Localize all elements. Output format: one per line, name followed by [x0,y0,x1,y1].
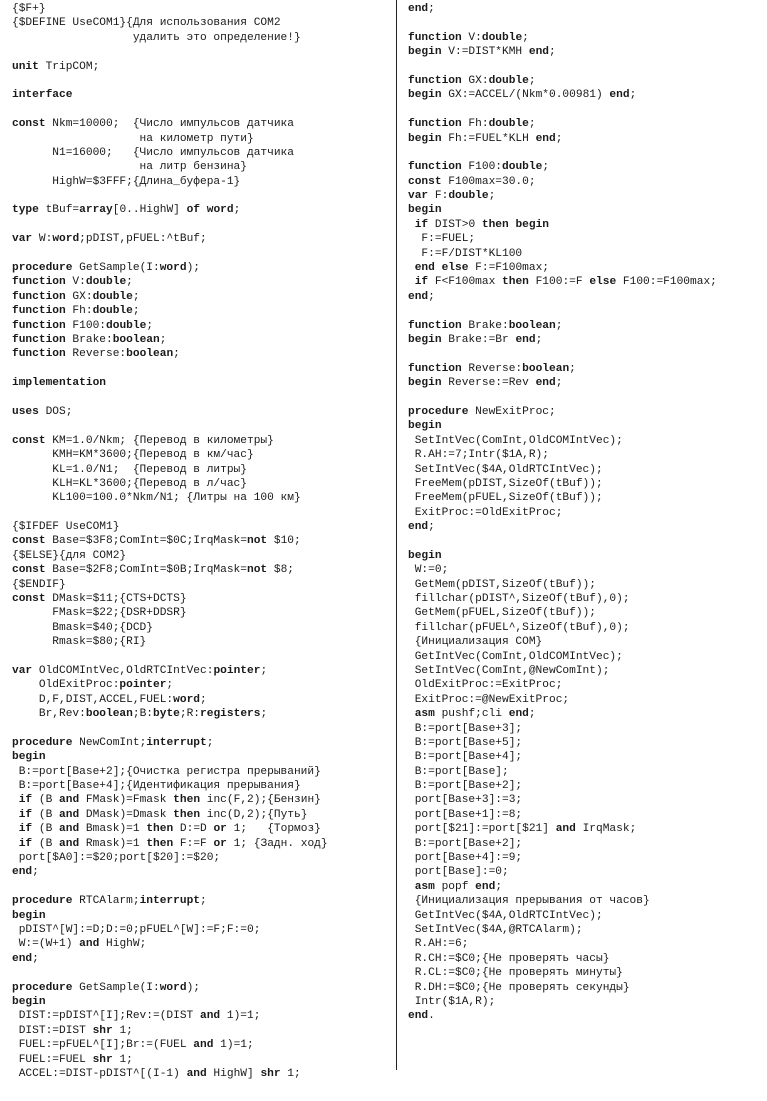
code-line: uses DOS; [12,405,73,418]
code-line: const Base=$3F8;ComInt=$0C;IrqMask=not $10; [12,535,301,548]
code-line: function V:double; [12,276,133,289]
code-line: W:=0; [408,564,449,577]
code-line: begin Brake:=Br end; [408,333,543,346]
code-line: W:=(W+1) and HighW; [12,938,147,951]
code-line: B:=port[Base+5]; [408,736,523,749]
code-line: HighW=$3FFF;{Длина_буфера-1} [12,175,241,188]
code-line: FMask=$22;{DSR+DDSR} [12,607,187,620]
code-line: на километр пути} [12,132,254,145]
code-line [12,722,390,736]
code-line: function Fh:double; [12,305,140,318]
code-line: port[Base+4]:=9; [408,852,523,865]
code-line: begin [408,549,442,562]
code-line: const DMask=$11;{CTS+DCTS} [12,593,187,606]
code-line: R.CH:=$C0;{Не проверять часы} [408,952,610,965]
code-line: fillchar(pDIST^,SizeOf(tBuf),0); [408,593,630,606]
code-line [408,60,763,74]
code-line: function F100:double; [408,161,550,174]
code-column-left [12,2,390,1081]
code-line: asm pushf;cli end; [414,708,536,721]
code-line: end; [12,866,39,879]
code-line [408,347,763,361]
code-line: GetMem(pFUEL,SizeOf(tBuf)); [408,607,596,620]
code-line [408,16,763,30]
code-line: function GX:double; [12,290,140,303]
code-line: KMH=KM*3600;{Перевод в км/час} [12,449,254,462]
code-line: if (B and FMask)=Fmask then inc(F,2);{Бензин} [18,794,321,807]
code-line: procedure NewComInt;interrupt; [12,736,214,749]
code-line: FUEL:=pFUEL^[I];Br:=(FUEL and 1)=1; [12,1039,254,1052]
code-line: if (B and Rmask)=1 then F:=F or 1; {Задн. ход} [18,837,328,850]
code-line [12,247,390,261]
code-line: end; [408,3,435,15]
code-line: B:=port[Base+4]; [408,751,523,764]
code-line: Bmask=$40;{DCD} [12,621,153,634]
code-line: F:=F/DIST*KL100 [408,247,523,260]
code-line: KLH=KL*3600;{Перевод в л/час} [12,477,247,490]
code-line: B:=port[Base+2]; [408,837,523,850]
code-line: OldExitProc:=ExitProc; [408,679,563,692]
code-line: GetIntVec($4A,OldRTCIntVec); [408,909,603,922]
code-line: begin [408,420,442,433]
code-line: const Base=$2F8;ComInt=$0B;IrqMask=not $8; [12,564,295,577]
code-line: N1=16000; {Число импульсов датчика [12,146,294,159]
code-line: SetIntVec($4A,@RTCAlarm); [408,924,583,936]
code-line: SetIntVec(ComInt,@NewComInt); [408,664,610,677]
code-line: B:=port[Base+2];{Очистка регистра прерываний} [12,765,321,778]
code-line: begin [12,995,46,1008]
code-line: SetIntVec(ComInt,OldCOMIntVec); [408,434,623,447]
code-line: GetIntVec(ComInt,OldCOMIntVec); [408,650,623,663]
code-line: Br,Rev:boolean;B:byte;R:registers; [12,708,268,721]
code-line: function Reverse:boolean; [12,348,180,361]
code-line [12,419,390,433]
code-line: asm popf end; [414,880,503,893]
code-line: type tBuf=array[0..HighW] of word; [12,204,241,217]
code-line: port[$A0]:=$20;port[$20]:=$20; [12,852,221,865]
code-line: const Nkm=10000; {Число импульсов датчика [12,118,294,131]
code-line: function Fh:double; [408,118,536,131]
code-line: Rmask=$80;{RI} [12,636,147,649]
code-line: var W:word;pDIST,pFUEL:^tBuf; [12,233,207,246]
code-line: {$IFDEF UseCOM1} [12,521,120,534]
code-line: FreeMem(pFUEL,SizeOf(tBuf)); [408,492,603,505]
code-line: R.CL:=$C0;{Не проверять минуты} [408,967,623,980]
code-line: end; [408,290,435,303]
code-line: port[Base+1]:=8; [408,808,523,821]
code-line: function Reverse:boolean; [408,362,576,375]
code-line: на литр бензина} [12,161,247,174]
code-line [12,189,390,203]
code-line: begin [12,909,46,922]
code-line [408,146,763,160]
code-line [408,304,763,318]
code-line: ExitProc:=@NewExitProc; [408,693,570,706]
code-line: procedure RTCAlarm;interrupt; [12,895,207,908]
code-line: procedure GetSample(I:word); [12,981,201,994]
code-line: удалить это определение!} [12,31,301,44]
code-line: begin V:=DIST*KMH end; [408,46,556,59]
code-line: if F<F100max then F100:=F else F100:=F100max; [414,276,717,289]
code-line: unit TripCOM; [12,60,100,73]
code-line: function Brake:boolean; [12,333,167,346]
code-line: pDIST^[W]:=D;D:=0;pFUEL^[W]:=F;F:=0; [12,924,261,936]
code-line: port[Base+3]:=3; [408,794,523,807]
code-line: B:=port[Base+2]; [408,780,523,793]
code-line: end else F:=F100max; [414,262,550,275]
code-line: FreeMem(pDIST,SizeOf(tBuf)); [408,477,603,490]
code-line: {Инициализация прерывания от часов} [408,895,650,908]
code-line: procedure GetSample(I:word); [12,262,201,275]
code-line: function V:double; [408,31,529,44]
code-line [12,362,390,376]
code-line [12,506,390,520]
code-line: begin [12,751,46,764]
code-line [12,391,390,405]
column-divider [396,0,397,1070]
code-line: end; [12,952,39,965]
code-line [408,534,763,548]
code-line: B:=port[Base+3]; [408,722,523,735]
code-line: B:=port[Base+4];{Идентификация прерывания} [12,780,301,793]
code-line: DIST:=pDIST^[I];Rev:=(DIST and 1)=1; [12,1010,261,1023]
code-line: D,F,DIST,ACCEL,FUEL:word; [12,693,207,706]
code-line [12,650,390,664]
code-line: B:=port[Base]; [408,765,509,778]
code-line: {Инициализация COM} [408,636,543,649]
code-line: var OldCOMIntVec,OldRTCIntVec:pointer; [12,664,268,677]
code-line [12,880,390,894]
code-column-right [408,2,763,1024]
code-line: const KM=1.0/Nkm; {Перевод в километры} [12,434,274,447]
code-line: {$DEFINE UseCOM1}{Для использования COM2 [12,17,281,30]
code-line: R.AH:=7;Intr($1A,R); [408,449,549,462]
code-line: interface [12,89,73,102]
code-line [408,103,763,117]
code-line: ExitProc:=OldExitProc; [408,506,563,519]
code-line: var F:double; [408,190,496,203]
code-line: end; [408,521,435,534]
code-line [12,103,390,117]
code-line: port[$21]:=port[$21] and IrqMask; [408,823,637,836]
code-line: FUEL:=FUEL shr 1; [12,1053,133,1066]
code-line: R.DH:=$C0;{Не проверять секунды} [408,981,630,994]
code-line: begin Fh:=FUEL*KLH end; [408,132,563,145]
code-line: OldExitProc:pointer; [12,679,174,692]
code-line [408,391,763,405]
code-line: {$F+} [12,3,46,15]
code-line [12,966,390,980]
code-line: SetIntVec($4A,OldRTCIntVec); [408,463,603,476]
code-line: end. [408,1010,435,1023]
code-line: function F100:double; [12,319,154,332]
code-line: {$ELSE}{для COM2} [12,549,127,562]
code-line: if (B and DMask)=Dmask then inc(D,2);{Путь} [18,808,308,821]
code-line: procedure NewExitProc; [408,405,556,418]
code-line [12,74,390,88]
code-line: implementation [12,377,106,390]
code-line: DIST:=DIST shr 1; [12,1024,133,1037]
code-line: R.AH:=6; [408,938,469,951]
code-line: GetMem(pDIST,SizeOf(tBuf)); [408,578,596,591]
code-line: if DIST>0 then begin [414,218,550,231]
code-line [12,45,390,59]
code-line: fillchar(pFUEL^,SizeOf(tBuf),0); [408,621,630,634]
code-line: KL=1.0/N1; {Перевод в литры} [12,463,247,476]
code-line: port[Base]:=0; [408,866,509,879]
code-line: function GX:double; [408,74,536,87]
code-line: Intr($1A,R); [408,995,496,1008]
code-line: begin [408,204,442,217]
code-line: KL100=100.0*Nkm/N1; {Литры на 100 км} [12,492,301,505]
code-line: begin GX:=ACCEL/(Nkm*0.00981) end; [408,89,637,102]
code-line: F:=FUEL; [408,233,476,246]
code-line: ACCEL:=DIST-pDIST^[(I-1) and HighW] shr 1; [12,1067,301,1080]
code-line: begin Reverse:=Rev end; [408,377,563,390]
code-line: if (B and Bmask)=1 then D:=D or 1; {Тормоз} [18,823,321,836]
code-line: {$ENDIF} [12,578,66,591]
code-line: function Brake:boolean; [408,319,563,332]
code-line [12,218,390,232]
code-line: const F100max=30.0; [408,175,536,188]
